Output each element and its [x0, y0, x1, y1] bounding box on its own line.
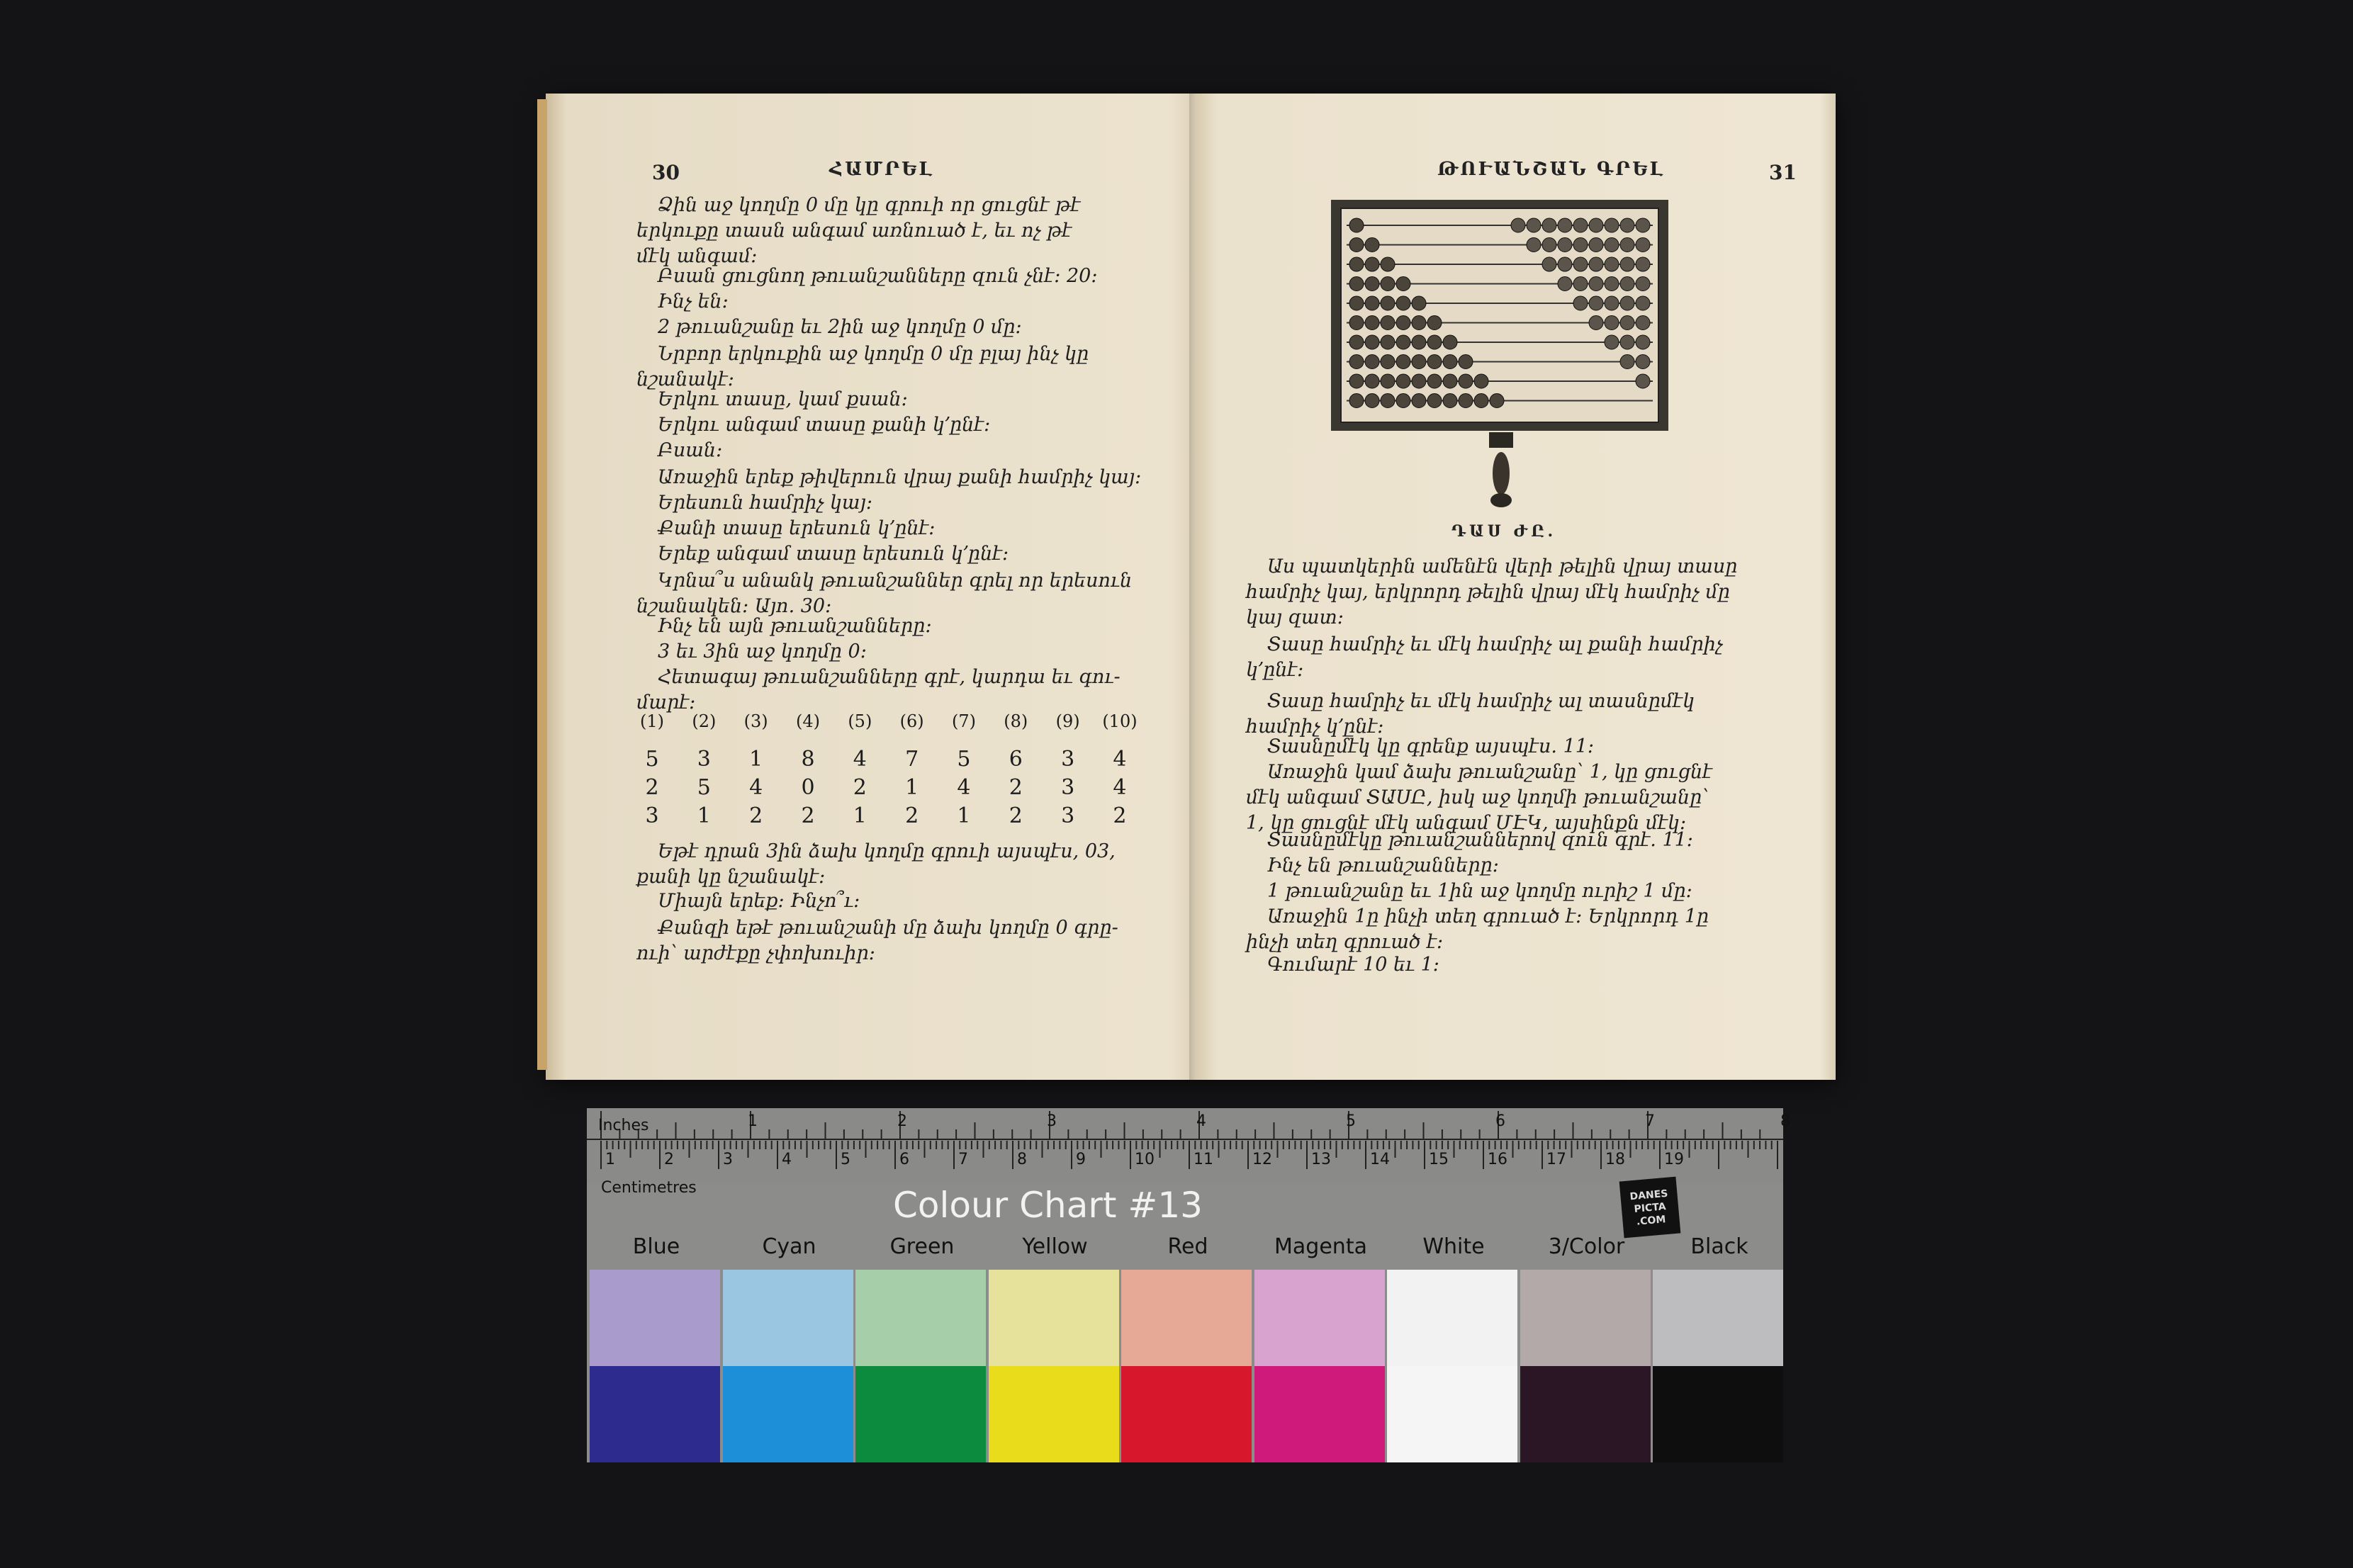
text-line: Առաջին կամ ձախ թուանշանը՝ 1, կը ցուցնէ	[1267, 761, 1713, 783]
cm-number: 7	[958, 1151, 968, 1168]
abacus-bead	[1427, 374, 1442, 388]
abacus-bead	[1396, 296, 1410, 310]
cm-number: 8	[1017, 1151, 1027, 1168]
abacus-bead	[1620, 335, 1634, 349]
abacus-bead	[1349, 355, 1364, 369]
text-line: Հետագայ թուանշանները գրէ, կարդա եւ գու-	[658, 666, 1121, 688]
exercise-cell: 4	[1113, 775, 1127, 800]
swatch-dark	[1254, 1366, 1385, 1462]
exercise-cell: 3	[1061, 803, 1075, 828]
right-paragraph	[1246, 879, 1806, 904]
abacus-bead	[1636, 355, 1650, 369]
cm-number: 2	[664, 1151, 674, 1168]
logo-line-2: PICTA	[1633, 1201, 1667, 1215]
left-paragraph	[636, 387, 1175, 412]
open-book	[546, 94, 1836, 1080]
abacus-bead	[1412, 296, 1426, 310]
abacus-bead	[1542, 238, 1556, 252]
cm-number: 17	[1546, 1151, 1566, 1168]
left-paragraph	[636, 315, 1175, 340]
ruler	[587, 1108, 1783, 1183]
abacus-bead	[1636, 218, 1650, 232]
right-paragraph	[1246, 828, 1806, 853]
right-paragraph	[1246, 689, 1806, 740]
text-line: Տասնըմէկ կը գրենք այսպէս. 11։	[1267, 735, 1595, 757]
text-line: Առաջին երեք թիվերուն վրայ քանի համրիչ կայ։	[658, 466, 1142, 488]
abacus-bead	[1605, 335, 1619, 349]
page-number-left: 30	[652, 161, 680, 184]
text-line: երկուքը տասն անգամ առնուած է, եւ ոչ թէ	[636, 220, 1072, 242]
running-head-left: ՀԱՄՐԵԼ	[829, 159, 935, 180]
abacus-bead	[1636, 316, 1650, 330]
abacus-bead	[1605, 218, 1619, 232]
abacus-bead	[1427, 394, 1442, 408]
abacus-bead	[1589, 218, 1603, 232]
text-line: Բսան։	[658, 439, 723, 461]
abacus-bead	[1558, 238, 1572, 252]
exercise-header: (2)	[692, 711, 717, 731]
exercise-header: (6)	[899, 711, 924, 731]
cm-number: 4	[782, 1151, 792, 1168]
abacus-bead	[1396, 335, 1410, 349]
text-line: Կրնա՞ս անանկ թուանշաններ գրել որ երեսուն	[658, 570, 1133, 592]
text-line: մէկ անգամ ՏԱՍԸ, իսկ աջ կողմի թուանշանը՝	[1246, 786, 1709, 808]
swatch-light	[1387, 1270, 1517, 1366]
exercise-cell: 2	[801, 803, 815, 828]
left-paragraph	[636, 665, 1175, 716]
swatch-light	[1254, 1270, 1385, 1366]
swatch-label: Blue	[632, 1234, 680, 1259]
abacus-bead	[1620, 316, 1634, 330]
abacus-bead	[1573, 238, 1588, 252]
abacus-bead	[1365, 238, 1379, 252]
text-line: Աս պատկերին ամենէն վերի թելին վրայ տասը	[1267, 555, 1738, 577]
abacus-bead	[1620, 238, 1634, 252]
exercise-row	[631, 747, 1141, 775]
cm-number: 13	[1311, 1151, 1331, 1168]
abacus-bead	[1573, 218, 1588, 232]
right-paragraph	[1246, 554, 1806, 631]
cm-number: 18	[1605, 1151, 1625, 1168]
exercise-row	[631, 803, 1141, 832]
text-line: Երեսուն համրիչ կայ։	[658, 492, 873, 514]
abacus-bead	[1636, 335, 1650, 349]
exercise-cell: 5	[957, 747, 971, 772]
abacus-bead	[1636, 277, 1650, 291]
abacus-bead	[1636, 257, 1650, 271]
abacus-bead	[1365, 296, 1379, 310]
abacus-bead	[1396, 355, 1410, 369]
text-line: Բսան ցուցնող թուանշանները զուն չնէ։ 20։	[658, 265, 1098, 287]
abacus-bead	[1349, 277, 1364, 291]
abacus-bead	[1427, 335, 1442, 349]
exercise-cell: 2	[853, 775, 867, 800]
text-line: Քանի տասը երեսուն կ՚ընէ։	[658, 517, 936, 539]
text-line: 1 թուանշանը եւ 1ին աջ կողմը ուրիշ 1 մը։	[1267, 880, 1692, 902]
logo-line-1: DANES	[1629, 1188, 1669, 1203]
abacus-bead	[1349, 335, 1364, 349]
text-line: նշանակէ։	[636, 368, 734, 390]
abacus-bead	[1349, 374, 1364, 388]
abacus-bead	[1349, 257, 1364, 271]
text-line: Տասը համրիչ եւ մէկ համրիչ ալ տասնըմէկ	[1267, 690, 1695, 712]
abacus-bead	[1605, 296, 1619, 310]
swatch-dark	[590, 1366, 720, 1462]
exercise-cell: 6	[1009, 747, 1023, 772]
abacus-bead	[1396, 374, 1410, 388]
swatch-dark	[1387, 1366, 1517, 1462]
abacus-bead	[1365, 277, 1379, 291]
abacus-bead	[1412, 316, 1426, 330]
exercise-header: (8)	[1004, 711, 1028, 731]
left-paragraph	[636, 839, 1175, 890]
text-line: Երկու տասը, կամ քսան։	[658, 388, 908, 410]
exercise-header: (3)	[743, 711, 768, 731]
abacus-bead	[1573, 257, 1588, 271]
text-line: Ինչ են։	[658, 291, 729, 312]
swatch-dark	[855, 1366, 986, 1462]
swatch-label: Green	[889, 1234, 955, 1259]
text-line: Գումարէ 10 եւ 1։	[1267, 954, 1439, 976]
swatch-light	[1121, 1270, 1252, 1366]
inch-number: 2	[897, 1112, 907, 1130]
cm-number: 3	[723, 1151, 733, 1168]
swatch-label: 3/Color	[1548, 1234, 1625, 1259]
left-paragraph	[636, 639, 1175, 665]
swatch-light	[1653, 1270, 1783, 1366]
abacus-bead	[1620, 296, 1634, 310]
text-line: Տասը համրիչ եւ մէկ համրիչ ալ քանի համրիչ	[1267, 633, 1723, 655]
exercise-cell: 1	[697, 803, 711, 828]
inch-number: 3	[1047, 1112, 1057, 1130]
left-paragraph	[636, 889, 1175, 914]
abacus-bead	[1589, 316, 1603, 330]
exercise-cell: 7	[905, 747, 919, 772]
abacus-bead	[1381, 296, 1395, 310]
inches-label: Inches	[598, 1117, 649, 1134]
swatch-label: Magenta	[1274, 1234, 1367, 1259]
text-line: 2 թուանշանը եւ 2ին աջ կողմը 0 մը։	[658, 316, 1022, 338]
text-line: կ՚ընէ։	[1246, 659, 1304, 681]
abacus-bead	[1474, 374, 1488, 388]
right-paragraph	[1246, 632, 1806, 683]
exercise-cell: 4	[853, 747, 867, 772]
abacus-bead	[1527, 218, 1541, 232]
abacus-bead	[1349, 316, 1364, 330]
abacus-bead	[1573, 296, 1588, 310]
figure-caption: ԴԱՍ ԺԸ.	[1451, 522, 1557, 541]
swatch-dark	[989, 1366, 1119, 1462]
cm-number: 1	[605, 1151, 615, 1168]
abacus-bead	[1365, 374, 1379, 388]
exercise-header: (5)	[848, 711, 872, 731]
abacus-bead	[1527, 238, 1541, 252]
cm-number: 5	[841, 1151, 850, 1168]
exercise-cell: 0	[801, 775, 815, 800]
right-paragraph	[1246, 952, 1806, 978]
abacus-bead	[1589, 257, 1603, 271]
text-line: ուի՝ արժէքը չփոխուիր։	[636, 942, 875, 964]
abacus-bead	[1381, 257, 1395, 271]
text-line: նշանակեն։ Այո. 30։	[636, 595, 832, 617]
abacus-bead	[1605, 238, 1619, 252]
exercise-cell: 5	[645, 747, 659, 772]
left-paragraph	[636, 516, 1175, 541]
abacus-bead	[1620, 277, 1634, 291]
abacus-bead	[1427, 355, 1442, 369]
abacus-handle	[1483, 432, 1519, 510]
swatch-light	[855, 1270, 986, 1366]
abacus-bead	[1620, 257, 1634, 271]
swatch-dark	[1653, 1366, 1783, 1462]
abacus-bead	[1459, 394, 1473, 408]
abacus-bead	[1381, 277, 1395, 291]
cm-number: 12	[1252, 1151, 1272, 1168]
swatch-light	[723, 1270, 853, 1366]
exercise-cell: 4	[1113, 747, 1127, 772]
abacus-bead	[1381, 316, 1395, 330]
abacus-bead	[1459, 355, 1473, 369]
text-line: համրիչ կայ, երկրորդ թելին վրայ մէկ համրիչ մը	[1246, 581, 1730, 603]
swatch-light	[989, 1270, 1119, 1366]
left-paragraph	[636, 465, 1175, 490]
text-line: Ինչ են թուանշանները։	[1267, 854, 1499, 876]
inch-number: 1	[748, 1112, 758, 1130]
abacus-bead	[1349, 218, 1364, 232]
inch-number: 5	[1346, 1112, 1356, 1130]
abacus-bead	[1636, 296, 1650, 310]
swatch-light	[590, 1270, 720, 1366]
swatch-label: White	[1422, 1234, 1485, 1259]
abacus-bead	[1542, 257, 1556, 271]
inch-number: 7	[1645, 1112, 1655, 1130]
text-line: Միայն երեք։ Ինչո՞ւ։	[658, 890, 860, 912]
text-line: 1, կը ցուցնէ մէկ անգամ ՄԷԿ, այսինքն մէկ։	[1246, 812, 1687, 834]
colour-chart	[587, 1108, 1790, 1462]
left-paragraph	[636, 541, 1175, 567]
abacus-bead	[1396, 394, 1410, 408]
inch-number: 8	[1780, 1112, 1790, 1130]
abacus-bead	[1349, 394, 1364, 408]
exercise-header: (10)	[1102, 711, 1138, 731]
cm-number: 10	[1135, 1151, 1155, 1168]
cm-number: 6	[899, 1151, 909, 1168]
text-line: Տասնըմէկը թուանշաններով զուն գրէ. 11։	[1267, 829, 1693, 851]
abacus-illustration	[1330, 198, 1670, 432]
exercise-cell: 3	[1061, 747, 1075, 772]
abacus-bead	[1605, 277, 1619, 291]
centimetres-label: Centimetres	[601, 1179, 697, 1197]
abacus-bead	[1605, 257, 1619, 271]
exercise-cell: 2	[1009, 803, 1023, 828]
text-line: Երեք անգամ տասը երեսուն կ՚ընէ։	[658, 543, 1009, 565]
right-page	[1196, 94, 1836, 1080]
left-paragraph	[636, 614, 1175, 639]
exercise-cell: 3	[1061, 775, 1075, 800]
text-line: մէկ անգամ։	[636, 245, 758, 267]
right-paragraph	[1246, 760, 1806, 836]
text-line: կայ զատ։	[1246, 607, 1344, 628]
exercise-cell: 1	[749, 747, 763, 772]
text-line: համրիչ կ՚ընէ։	[1246, 716, 1384, 738]
text-line: 3 եւ 3ին աջ կողմը 0։	[658, 641, 867, 662]
abacus-bead	[1443, 335, 1457, 349]
abacus-bead	[1474, 394, 1488, 408]
abacus-bead	[1412, 394, 1426, 408]
exercise-cell: 1	[905, 775, 919, 800]
exercise-cell: 2	[645, 775, 659, 800]
abacus-bead	[1443, 394, 1457, 408]
abacus-bead	[1573, 277, 1588, 291]
abacus-bead	[1542, 218, 1556, 232]
left-paragraph	[636, 289, 1175, 315]
page-number-right: 31	[1769, 161, 1797, 184]
text-line: Նրբոր երկուքին աջ կողմը 0 մը բլայ ինչ կը	[658, 343, 1089, 365]
cm-number: 19	[1664, 1151, 1684, 1168]
text-line: Ինչ են այն թուանշանները։	[658, 615, 932, 637]
abacus-bead	[1396, 277, 1410, 291]
abacus-bead	[1620, 218, 1634, 232]
exercise-cell: 2	[1113, 803, 1127, 828]
left-page	[546, 94, 1196, 1080]
cm-number: 11	[1194, 1151, 1213, 1168]
text-line: Քանզի եթէ թուանշանի մը ձախ կողմը 0 գրը-	[658, 917, 1118, 939]
abacus-bead	[1620, 355, 1634, 369]
swatch-label: Black	[1690, 1234, 1748, 1259]
exercise-cell: 8	[801, 747, 815, 772]
abacus-bead	[1511, 218, 1525, 232]
abacus-bead	[1381, 374, 1395, 388]
text-line: մարէ։	[636, 692, 696, 714]
abacus-bead	[1381, 355, 1395, 369]
abacus-bead	[1443, 355, 1457, 369]
abacus-bead	[1558, 257, 1572, 271]
text-line: Եթէ դրան 3ին ձախ կողմը գրուի այսպէս, 03,	[658, 840, 1116, 862]
abacus-bead	[1443, 374, 1457, 388]
left-paragraph	[636, 490, 1175, 516]
text-line: քանի կը նշանակէ։	[636, 866, 826, 888]
exercise-cell: 5	[697, 775, 711, 800]
abacus-bead	[1412, 335, 1426, 349]
cm-number: 14	[1370, 1151, 1390, 1168]
exercise-table	[631, 711, 1141, 832]
exercise-cell: 3	[645, 803, 659, 828]
abacus-bead	[1381, 335, 1395, 349]
left-paragraph	[636, 438, 1175, 463]
swatch-light	[1520, 1270, 1651, 1366]
logo-line-3: .COM	[1636, 1214, 1666, 1228]
abacus-bead	[1490, 394, 1504, 408]
danes-picta-logo	[1619, 1177, 1681, 1239]
left-paragraph	[636, 412, 1175, 438]
exercise-cell: 1	[853, 803, 867, 828]
abacus-bead	[1589, 296, 1603, 310]
exercise-cell: 2	[1009, 775, 1023, 800]
abacus-bead	[1349, 296, 1364, 310]
abacus-bead	[1349, 238, 1364, 252]
exercise-header: (7)	[951, 711, 976, 731]
exercise-header-row	[631, 711, 1141, 747]
chart-title: Colour Chart #13	[893, 1185, 1203, 1226]
abacus-bead	[1365, 257, 1379, 271]
swatch-dark	[1520, 1366, 1651, 1462]
inch-number: 6	[1495, 1112, 1505, 1130]
abacus-bead	[1381, 394, 1395, 408]
left-paragraph	[636, 264, 1175, 289]
right-paragraph	[1246, 853, 1806, 879]
exercise-header: (1)	[640, 711, 664, 731]
abacus-bead	[1558, 218, 1572, 232]
inch-number: 4	[1196, 1112, 1206, 1130]
swatch-label: Red	[1167, 1234, 1208, 1259]
right-paragraph	[1246, 904, 1806, 955]
swatch-label: Cyan	[762, 1234, 816, 1259]
cm-number: 9	[1076, 1151, 1086, 1168]
left-paragraph	[636, 915, 1175, 966]
text-line: Երկու անգամ տասը քանի կ՚ընէ։	[658, 414, 991, 436]
abacus-bead	[1459, 374, 1473, 388]
cm-number: 15	[1429, 1151, 1449, 1168]
abacus-bead	[1605, 316, 1619, 330]
exercise-cell: 4	[957, 775, 971, 800]
text-line: ինչի տեղ գրուած է։	[1246, 931, 1444, 953]
swatch-label: Yellow	[1022, 1234, 1088, 1259]
abacus-bead	[1365, 394, 1379, 408]
abacus-bead	[1412, 355, 1426, 369]
running-head-right: ԹՈՒԱՆՇԱՆ ԳՐԵԼ	[1437, 159, 1666, 180]
exercise-cell: 2	[749, 803, 763, 828]
swatch-dark	[1121, 1366, 1252, 1462]
abacus-bead	[1396, 316, 1410, 330]
right-paragraph	[1246, 734, 1806, 760]
exercise-cell: 1	[957, 803, 971, 828]
text-line: Առաջին 1ը ինչի տեղ գրուած է։ Երկրորդ 1ը	[1267, 906, 1709, 927]
exercise-header: (4)	[795, 711, 820, 731]
abacus-bead	[1636, 238, 1650, 252]
exercise-cell: 3	[697, 747, 711, 772]
abacus-bead	[1636, 374, 1650, 388]
abacus-bead	[1365, 335, 1379, 349]
left-paragraph	[636, 193, 1175, 269]
left-paragraph	[636, 342, 1175, 393]
exercise-cell: 4	[749, 775, 763, 800]
cm-number: 16	[1488, 1151, 1507, 1168]
abacus-bead	[1589, 238, 1603, 252]
swatch-dark	[723, 1366, 853, 1462]
abacus-bead	[1427, 316, 1442, 330]
abacus-bead	[1412, 374, 1426, 388]
exercise-row	[631, 775, 1141, 803]
text-line: Ձին աջ կողմը 0 մը կը գրուի որ ցուցնէ թէ	[658, 194, 1081, 216]
exercise-header: (9)	[1055, 711, 1080, 731]
abacus-bead	[1558, 277, 1572, 291]
abacus-bead	[1365, 355, 1379, 369]
abacus-bead	[1589, 277, 1603, 291]
exercise-cell: 2	[905, 803, 919, 828]
abacus-bead	[1365, 316, 1379, 330]
left-paragraph	[636, 568, 1175, 619]
